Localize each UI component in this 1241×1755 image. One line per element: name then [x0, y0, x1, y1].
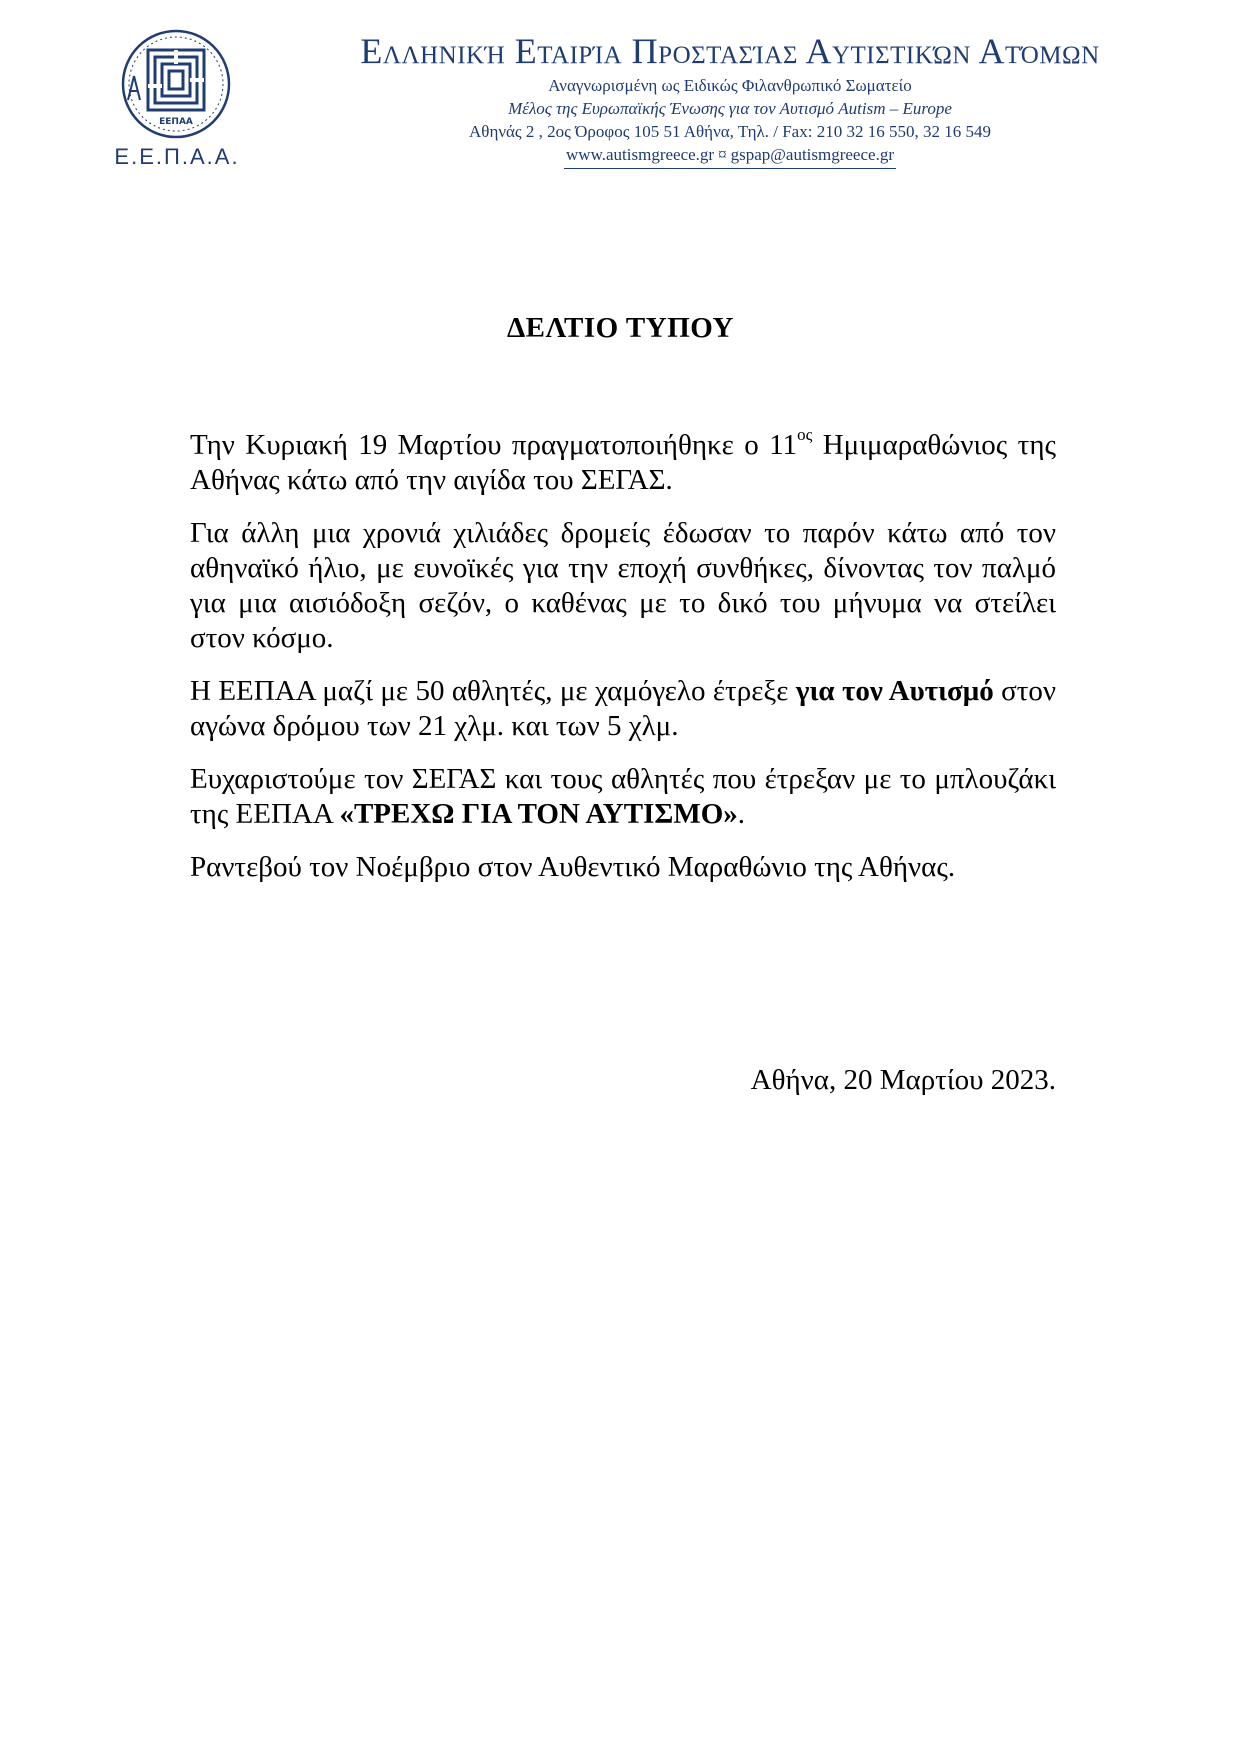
ordinal-suffix: ος — [797, 425, 813, 444]
paragraph-3: Η ΕΕΠΑΑ μαζί με 50 αθλητές, με χαμόγελο έτρεξε για τον Αυτισμό στον αγώνα δρόμου των 21 χλμ. και των 5 χλμ. — [190, 675, 1056, 742]
paragraph-2: Για άλλη μια χρονιά χιλιάδες δρομείς έδωσαν το παρόν κάτω από τον αθηναϊκό ήλιο, με ευνοϊκές για την εποχή συνθήκες, δίνοντας τον παλμό για μια αισιόδοξη σεζόν, ο καθένας με το δικό του μήνυμα να στείλει στον κόσμο. — [190, 517, 1056, 654]
logo-ring-text: ΕΕΠΑΑ — [159, 117, 193, 127]
emphasis-slogan: «ΤΡΕΧΩ ΓΙΑ ΤΟΝ ΑΥΤΙΣΜΟ» — [339, 798, 738, 830]
document-body — [190, 425, 1056, 903]
paragraph-5: Ραντεβού τον Νοέμβριο στον Αυθεντικό Μαραθώνιο της Αθήνας. — [190, 851, 956, 883]
paragraph-4: Ευχαριστούμε τον ΣΕΓΑΣ και τους αθλητές που έτρεξαν με το μπλουζάκι της ΕΕΠΑΑ «ΤΡΕΧΩ ΓΙΑ ΤΟΝ ΑΥΤΙΣΜΟ». — [190, 763, 1056, 830]
contact-separator: ¤ — [718, 145, 727, 164]
emphasis-autism: για τον Αυτισμό — [795, 675, 994, 707]
document-title: ΔΕΛΤΙΟ ΤΥΠΟΥ — [507, 312, 734, 344]
recognition-line: Αναγνωρισμένη ως Ειδικώς Φιλανθρωπικό Σωματείο — [548, 76, 912, 95]
organization-name: Ελληνική Εταιρία Προστασίας Αυτιστικών Ατόμων — [360, 31, 1100, 71]
email-link[interactable]: gspap@autismgreece.gr — [730, 145, 894, 164]
membership-line: Μέλος της Ευρωπαϊκής Ένωσης για τον Αυτισμό Autism – Europe — [508, 99, 952, 118]
letterhead — [0, 0, 1241, 180]
logo-caption: Ε.Ε.Π.Α.Α. — [114, 144, 240, 169]
organization-logo — [120, 28, 232, 140]
contact-line — [564, 143, 896, 169]
document-date: Αθήνα, 20 Μαρτίου 2023. — [750, 1064, 1056, 1096]
organization-details — [250, 28, 1210, 169]
website-link[interactable]: www.autismgreece.gr — [566, 145, 715, 164]
address-line: Αθηνάς 2 , 2ος Όροφος 105 51 Αθήνα, Τηλ. / Fax: 210 32 16 550, 32 16 549 — [469, 122, 991, 141]
paragraph-1: Την Κυριακή 19 Μαρτίου πραγματοποιήθηκε ο $11^{o\varsigma}$ Ημιμαραθώνιος της Αθήνας κάτω από την αιγίδα του ΣΕΓΑΣ. — [190, 425, 1056, 496]
